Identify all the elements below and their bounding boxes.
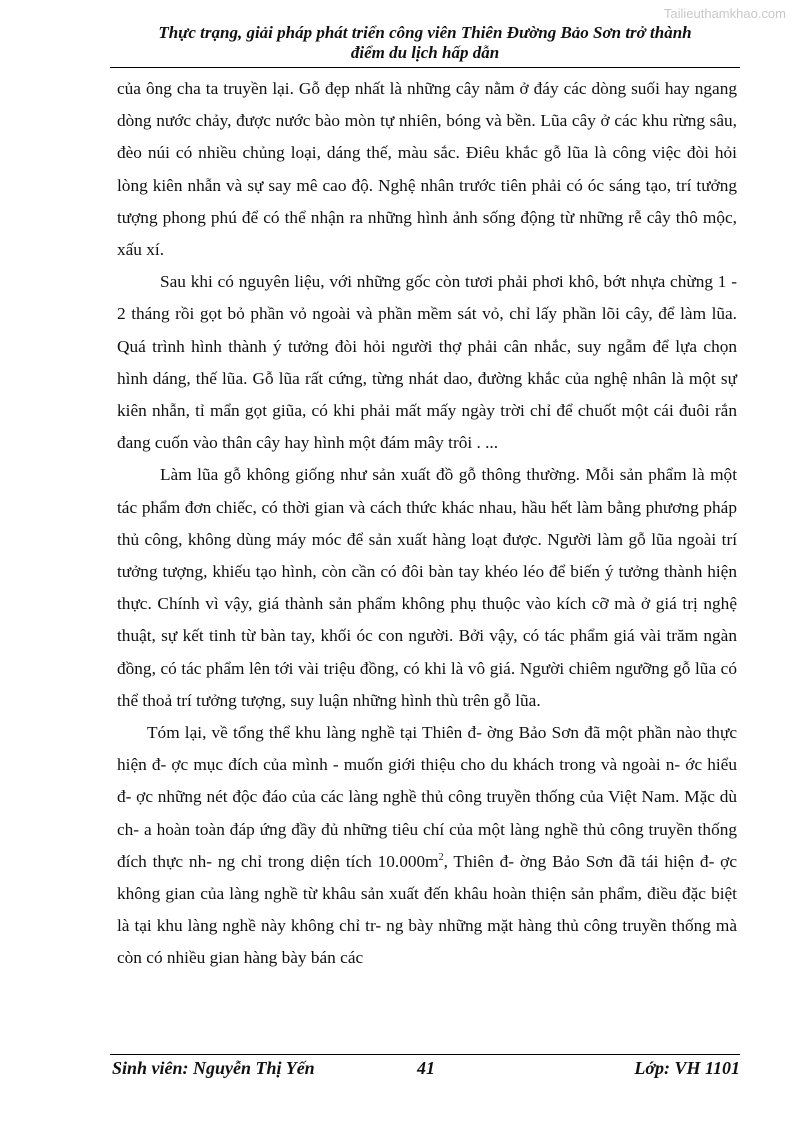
paragraph-4-part-2: , Thiên đ- ờng Bảo Sơn đã tái hiện đ- ợc không gian của làng nghề từ khâu sản xuất đến khâu hoàn thiện sản phẩm, điều đặc biệt là tại khu làng nghề này không chỉ tr- ng bày những mặt hàng thủ công truyền thống mà còn có nhiều gian hàng bày bán các [117, 851, 737, 968]
paragraph-2: Sau khi có nguyên liệu, với những gốc còn tươi phải phơi khô, bớt nhựa chừng 1 - 2 tháng rồi gọt bỏ phần vỏ ngoài và phần mềm sát vỏ, chỉ lấy phần lõi cây, để làm lũa. Quá trình hình thành ý tưởng đòi hỏi người thợ phải cân nhắc, suy ngẫm để lựa chọn hình dáng, thế lũa. Gỗ lũa rất cứng, từng nhát dao, đường khắc của nghệ nhân là một sự kiên nhẫn, tỉ mẩn gọt giũa, có khi phải mất mấy ngày trời chỉ để chuốt một cái đuôi rắn đang cuốn vào thân cây hay hình một đám mây trôi . ... [117, 272, 737, 453]
paragraph-3: Làm lũa gỗ không giống như sản xuất đồ gỗ thông thường. Mỗi sản phẩm là một tác phẩm đơn chiếc, có thời gian và cách thức khác nhau, hầu hết làm bằng phương pháp thủ công, không dùng máy móc để sản xuất hàng loạt được. Người làm gỗ lũa ngoài trí tưởng tượng, khiếu tạo hình, còn cần có đôi bàn tay khéo léo để biến ý tưởng thành hiện thực. Chính vì vậy, giá thành sản phẩm không phụ thuộc vào kích cỡ mà ở giá trị nghệ thuật, sự kết tinh từ bàn tay, khối óc con người. Bởi vậy, có tác phẩm giá vài trăm ngàn đồng, có tác phẩm lên tới vài triệu đồng, có khi là vô giá. Người chiêm ngưỡng gỗ lũa có thể thoả trí tưởng tượng, suy luận những hình thù trên gỗ lũa. [117, 465, 737, 710]
watermark: Tailieuthamkhao.com [663, 6, 786, 21]
footer-student: Sinh viên: Nguyễn Thị Yến [112, 1058, 315, 1078]
superscript-2: 2 [438, 852, 444, 864]
header-title-line-2: điểm du lịch hấp dẫn [350, 43, 500, 62]
footer-page-number: 41 [417, 1058, 435, 1078]
header-divider [110, 67, 740, 68]
paragraph-1: của ông cha ta truyền lại. Gỗ đẹp nhất là những cây nằm ở đáy các dòng suối hay ngang dòng nước chảy, được nước bào mòn tự nhiên, bóng và bền. Lũa cây ở các khu rừng sâu, đèo núi có nhiều chủng loại, dáng thế, màu sắc. Điêu khắc gỗ lũa là công việc đòi hỏi lòng kiên nhẫn và sự say mê cao độ. Nghệ nhân trước tiên phải có óc sáng tạo, trí tưởng tượng phong phú để có thể nhận ra những hình ảnh sống động từ những rễ cây thô mộc, xấu xí. [117, 79, 737, 260]
document-body [117, 73, 737, 975]
paragraph-4 [117, 717, 737, 975]
footer-class: Lớp: VH 1101 [634, 1058, 740, 1078]
page-header [110, 23, 740, 63]
page-footer [112, 1058, 740, 1082]
header-title-line-1: Thực trạng, giải pháp phát triển công viên Thiên Đường Bảo Sơn trở thành [158, 23, 692, 42]
footer-divider [110, 1054, 740, 1055]
paragraph-4-part-1: Tóm lại, về tổng thể khu làng nghề tại Thiên đ- ờng Bảo Sơn đã một phần nào thực hiện đ- ợc mục đích của mình - muốn giới thiệu cho du khách trong và ngoài n- ớc hiểu đ- ợc những nét độc đáo của các làng nghề thủ công truyền thống của Việt Nam. Mặc dù ch- a hoàn toàn đáp ứng đầy đủ những tiêu chí của một làng nghề thủ công truyền thống đích thực nh- ng chỉ trong diện tích 10.000m [117, 723, 737, 871]
